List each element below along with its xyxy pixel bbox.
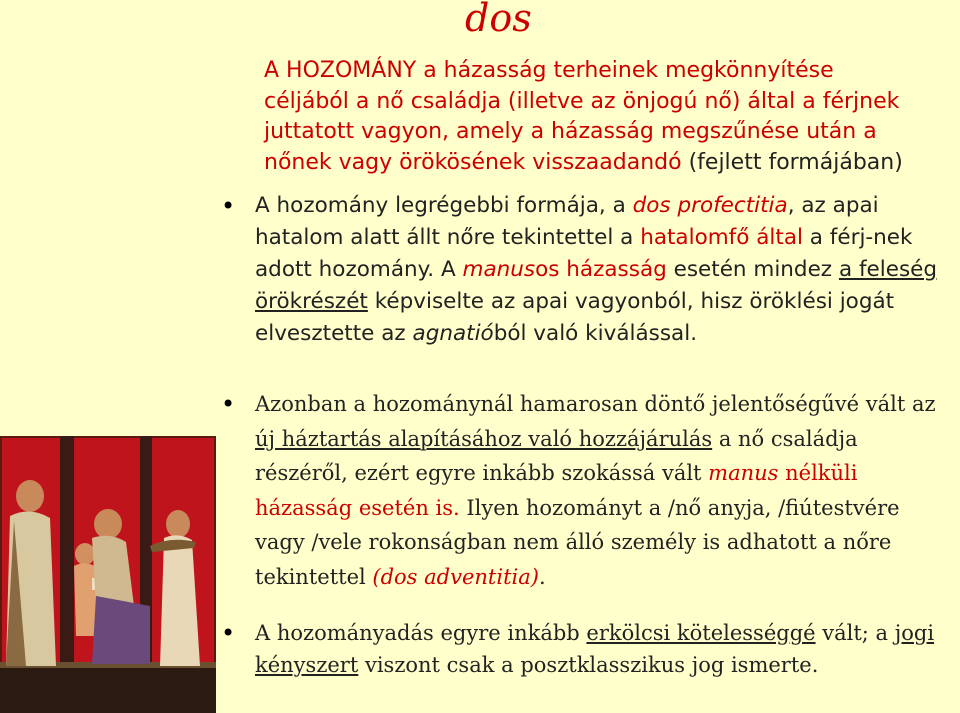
intro-line: céljából a nő családja (illetve az önjogú nő) által a férjnek xyxy=(264,88,900,114)
term: dos profectitia xyxy=(632,193,788,218)
term: os házasság xyxy=(535,257,667,282)
underlined-term: új háztartás alapításához való hozzájárulás xyxy=(255,426,713,451)
underlined-term: jogi kényszert xyxy=(255,621,935,677)
text: Azonban a hozománynál hamarosan döntő jelentőségűvé vált az xyxy=(255,392,936,416)
roman-fresco-image xyxy=(0,436,216,713)
intro-line: A HOZOMÁNY a házasság terheinek megkönnyítése xyxy=(264,58,834,83)
underlined-term: erkölcsi kötelességgé xyxy=(586,621,816,645)
bullet-icon: • xyxy=(221,390,236,418)
intro-note: (fejlett formájában) xyxy=(688,149,903,175)
term: manus xyxy=(462,257,536,282)
text: A hozományadás egyre inkább xyxy=(255,621,587,645)
term: agnatió xyxy=(412,321,494,346)
intro-definition xyxy=(264,56,960,178)
underlined-term: a feleség örökrészét xyxy=(255,257,938,314)
text: . xyxy=(538,564,546,589)
text: , az apai hatalom alatt állt nőre tekintettel a xyxy=(255,193,879,250)
text: Ilyen hozományt a /nő anyja, /fiútestvére vagy /vele rokonságban nem álló személy is adhatott a nőre tekintettel xyxy=(255,495,900,589)
intro-line xyxy=(264,148,960,179)
text: a férj-nek adott hozomány. A xyxy=(255,225,913,282)
text: képviselte az apai vagyonból, hisz öröklési jogát elvesztette az xyxy=(255,289,895,346)
bullet-icon: • xyxy=(221,619,236,647)
text: vált; a xyxy=(815,621,895,645)
bullet-moral-duty xyxy=(221,617,955,681)
term: hatalomfő által xyxy=(640,225,803,250)
bullet-dos-adventitia xyxy=(221,387,955,594)
text: a nő családja részéről, ezért egyre inkább szokássá vált xyxy=(255,426,858,485)
text: esetén mindez xyxy=(666,257,839,282)
bullet-dos-profectitia xyxy=(221,190,955,350)
intro-text: nőnek vagy örökösének visszaadandó xyxy=(264,149,689,175)
intro-line: juttatott vagyon, amely a házasság megszűnése után a xyxy=(264,119,877,144)
term: manus xyxy=(708,461,779,485)
text: viszont csak a posztklasszikus jog ismerte. xyxy=(358,653,819,677)
term: (dos adventitia) xyxy=(372,564,539,589)
text: A hozomány legrégebbi formája, a xyxy=(255,193,633,218)
text: ból való kiválással. xyxy=(493,321,698,346)
term: nélküli házasság esetén is. xyxy=(255,461,858,520)
bullet-icon: • xyxy=(221,192,236,220)
page-title: dos xyxy=(465,0,532,40)
